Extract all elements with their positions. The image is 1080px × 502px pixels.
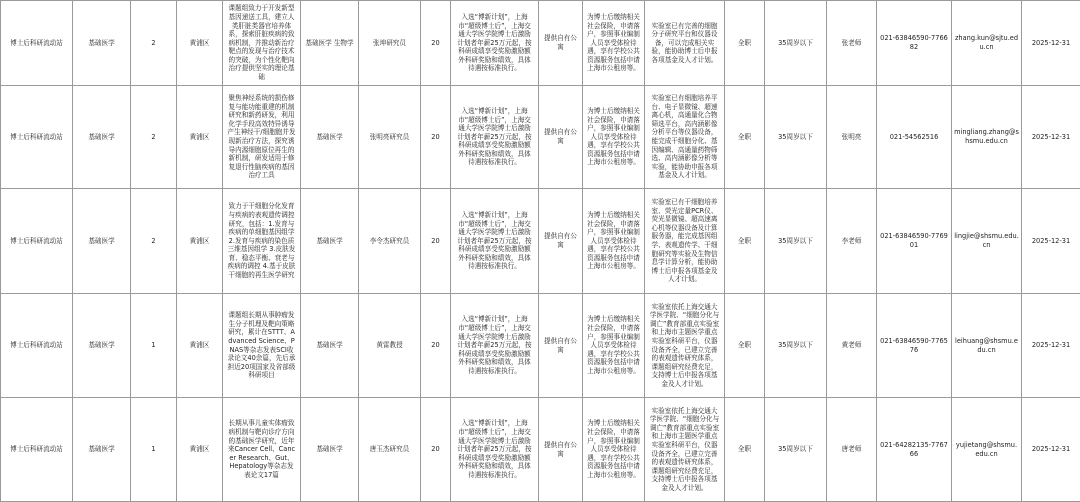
cell-station: 博士后科研流动站: [1, 1, 73, 86]
cell-discipline: 基础医学: [73, 86, 131, 189]
cell-email: mingliang.zhang@shsmu.edu.cn: [952, 86, 1022, 189]
cell-email: leihuang@shsmu.edu.cn: [952, 294, 1022, 398]
cell-research: 聚焦神经系统的损伤修复与能功能重建的机制研究和新药研发，利用化学手段高效特异诱导产生神经干/细胞胞并发现新治疗方法，探究诱导内源细胞原位再生的新机制，研发适用于修复退行性脑疾病的基因治疗工具: [223, 86, 301, 189]
cell-phone: 021-54562516: [877, 86, 952, 189]
cell-research: 长期从事儿童实体瘤致病机制与靶向诊疗方向的基础医学研究，近年来Cancer Cell、Cancer Research、Gut、Hepatology等杂志发表论文17篇: [223, 398, 301, 502]
cell-type: 全职: [725, 294, 765, 398]
cell-deadline: 2025-12-31: [1022, 1, 1080, 86]
table-row: [1, 189, 1080, 294]
cell-mentor: 张明亮研究员: [359, 86, 421, 189]
table-row: [1, 86, 1080, 189]
cell-phone: 021-64282135-776766: [877, 398, 952, 502]
cell-benefits: 为博士后缴纳相关社会保险，申请落户，参照事业编制人员享受体检待遇，享有学校公共资源服务包括申请上海市公租房等。: [583, 86, 645, 189]
cell-phone: 021-63846590-776576: [877, 294, 952, 398]
table-row: [1, 398, 1080, 502]
cell-district: 黄浦区: [177, 189, 223, 294]
cell-deadline: 2025-12-31: [1022, 189, 1080, 294]
cell-count: 1: [131, 398, 177, 502]
cell-deadline: 2025-12-31: [1022, 398, 1080, 502]
table-row: [1, 294, 1080, 398]
cell-salary: 入选“博新计划”，上海市“超级博士后”，上海交通大学医学院博士后激励计划者年薪25万元起，按科研成绩享受奖励激励额外科研奖励和绩效，具体待遇按标准执行。: [451, 398, 539, 502]
cell-age: 20: [421, 294, 451, 398]
cell-email: lingjie@shsmu.edu.cn: [952, 189, 1022, 294]
cell-benefits: 为博士后缴纳相关社会保险，申请落户，参照事业编制人员享受体检待遇，享有学校公共资源服务包括申请上海市公租房等。: [583, 189, 645, 294]
table-row: [1, 1, 1080, 86]
cell-sub-discipline: 基础医学: [301, 86, 359, 189]
cell-mentor: 唐玉杰研究员: [359, 398, 421, 502]
cell-benefits: 为博士后缴纳相关社会保险，申请落户，参照事业编制人员享受体检待遇，享有学校公共资源服务包括申请上海市公租房等。: [583, 1, 645, 86]
cell-age-limit: 35周岁以下: [765, 398, 827, 502]
cell-district: 黄浦区: [177, 1, 223, 86]
cell-research: 致力于干细胞分化发育与疾病的表观遗传调控研究，包括：1.发育与疾病的单细胞基因组学 2.发育与疾病的染色质三维基因组学 3.皮肤发育、稳态平衡、衰老与疾病的调控 4.基于皮肤干细胞的再生医学研究: [223, 189, 301, 294]
cell-salary: 入选“博新计划”，上海市“超级博士后”，上海交通大学医学院博士后激励计划者年薪25万元起，按科研成绩享受奖励激励额外科研奖励和绩效，具体待遇按标准执行。: [451, 86, 539, 189]
cell-email: zhang.kun@sjtu.edu.cn: [952, 1, 1022, 86]
cell-housing: 提供自有公寓: [539, 1, 583, 86]
cell-benefits: 为博士后缴纳相关社会保险，申请落户，参照事业编制人员享受体检待遇，享有学校公共资源服务包括申请上海市公租房等。: [583, 294, 645, 398]
cell-age: 20: [421, 189, 451, 294]
cell-sub-discipline: 基础医学: [301, 189, 359, 294]
cell-type: 全职: [725, 398, 765, 502]
cell-housing: 提供自有公寓: [539, 86, 583, 189]
cell-contact: 张老师: [827, 1, 877, 86]
cell-phone: 021-63846590-776682: [877, 1, 952, 86]
cell-housing: 提供自有公寓: [539, 398, 583, 502]
cell-salary: 入选“博新计划”，上海市“超级博士后”，上海交通大学医学院博士后激励计划者年薪25万元起，按科研成绩享受奖励激励额外科研奖励和绩效，具体待遇按标准执行。: [451, 189, 539, 294]
cell-district: 黄浦区: [177, 398, 223, 502]
cell-deadline: 2025-12-31: [1022, 86, 1080, 189]
cell-age: 20: [421, 86, 451, 189]
cell-platform: 实验室已有完善的细胞分子研究平台和仪器设备，可以完成相关实验，能协助博士后申报各项基金及人才计划。: [645, 1, 725, 86]
cell-housing: 提供自有公寓: [539, 294, 583, 398]
cell-station: 博士后科研流动站: [1, 86, 73, 189]
cell-platform: 实验室已有干细胞培养室、荧光定量PCR仪、荧光显微镜、超高速离心机等仪器设备及计算服务器，能完成基因组学、表观遗传学、干细胞研究等实验及生物信息学计算分析，能协助博士后申报各项基金及人才计划。: [645, 189, 725, 294]
cell-age: 20: [421, 398, 451, 502]
cell-phone: 021-63846590-776901: [877, 189, 952, 294]
cell-contact: 唐老师: [827, 398, 877, 502]
cell-count: 1: [131, 294, 177, 398]
cell-sub-discipline: 基础医学: [301, 398, 359, 502]
cell-age-limit: 35周岁以下: [765, 189, 827, 294]
cell-count: 2: [131, 189, 177, 294]
cell-district: 黄浦区: [177, 294, 223, 398]
cell-age: 20: [421, 1, 451, 86]
cell-discipline: 基础医学: [73, 398, 131, 502]
cell-sub-discipline: 基础医学 生物学: [301, 1, 359, 86]
cell-mentor: 李令杰研究员: [359, 189, 421, 294]
cell-type: 全职: [725, 189, 765, 294]
cell-station: 博士后科研流动站: [1, 294, 73, 398]
cell-station: 博士后科研流动站: [1, 398, 73, 502]
cell-salary: 入选“博新计划”，上海市“超级博士后”，上海交通大学医学院博士后激励计划者年薪25万元起，按科研成绩享受奖励激励额外科研奖励和绩效，具体待遇按标准执行。: [451, 294, 539, 398]
cell-platform: 实验室已有细胞培养平台、电子显微镜、超速离心机，高通量化合物筛选平台，高内涵影像分析平台等仪器设备，能完成干细胞分化、基因编辑、高通量药物筛选、高内涵影像分析等实验，能协助申报各项基金及人才计划。: [645, 86, 725, 189]
cell-platform: 实验室依托上海交通大学医学院、“细胞分化与调亡”教育部重点实验室和上海市主题医学重点实验室科研平台，仪器设备齐全，已建立完善的表观遗传研究体系，课题组研究经费充足，支持博士后申报各项基金及人才计划。: [645, 398, 725, 502]
cell-housing: 提供自有公寓: [539, 189, 583, 294]
cell-research: 课题组长期从事肿瘤发生分子机理及靶向策略研究，累计在STTT、Advanced Science、PNAS等杂志发表SCI收录论文40余篇，先后承担近20项国家及省部级科研项目: [223, 294, 301, 398]
cell-age-limit: 35周岁以下: [765, 86, 827, 189]
cell-sub-discipline: 基础医学: [301, 294, 359, 398]
cell-contact: 李老师: [827, 189, 877, 294]
cell-contact: 张明亮: [827, 86, 877, 189]
cell-discipline: 基础医学: [73, 189, 131, 294]
cell-type: 全职: [725, 1, 765, 86]
cell-age-limit: 35周岁以下: [765, 294, 827, 398]
cell-contact: 黄老师: [827, 294, 877, 398]
cell-mentor: 黄雷教授: [359, 294, 421, 398]
cell-type: 全职: [725, 86, 765, 189]
cell-email: yujietang@shsmu.edu.cn: [952, 398, 1022, 502]
cell-mentor: 张坤研究员: [359, 1, 421, 86]
cell-platform: 实验室依托上海交通大学医学院、“细胞分化与调亡”教育部重点实验室和上海市主题医学重点实验室科研平台，仪器设备齐全，已建立完善的表观遗传研究体系，课题组研究经费充足，支持博士后申报各项基金及人才计划。: [645, 294, 725, 398]
cell-deadline: 2025-12-31: [1022, 294, 1080, 398]
cell-age-limit: 35周岁以下: [765, 1, 827, 86]
cell-discipline: 基础医学: [73, 294, 131, 398]
cell-salary: 入选“博新计划”，上海市“超级博士后”，上海交通大学医学院博士后激励计划者年薪25万元起，按科研成绩享受奖励激励额外科研奖励和绩效，具体待遇按标准执行。: [451, 1, 539, 86]
cell-district: 黄浦区: [177, 86, 223, 189]
cell-count: 2: [131, 1, 177, 86]
cell-benefits: 为博士后缴纳相关社会保险，申请落户，参照事业编制人员享受体检待遇，享有学校公共资源服务包括申请上海市公租房等。: [583, 398, 645, 502]
cell-discipline: 基础医学: [73, 1, 131, 86]
cell-station: 博士后科研流动站: [1, 189, 73, 294]
cell-count: 2: [131, 86, 177, 189]
cell-research: 课题组致力于开发新型基因递送工具，建立人类肝脏类器官培养体系，探索肝脏疾病的致病机制，并推动新治疗靶点的发现与治疗技术的突破，为个性化靶向治疗提供坚实的理论基础: [223, 1, 301, 86]
